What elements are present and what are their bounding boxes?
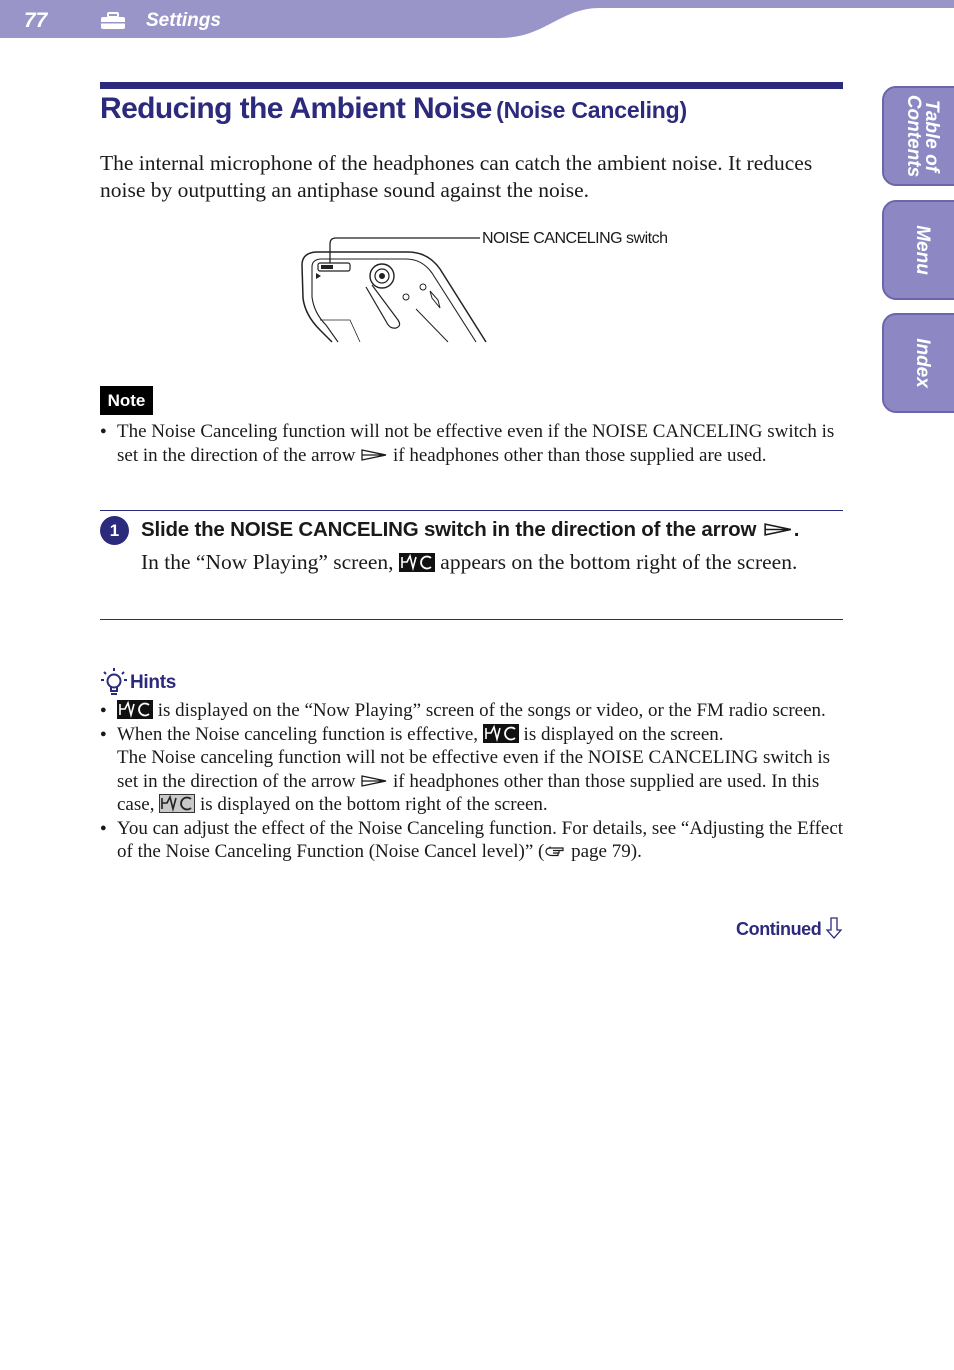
page-title bbox=[100, 92, 687, 126]
hint-item bbox=[100, 723, 845, 817]
step-title-text: Slide the NOISE CANCELING switch in the direction of the arrow bbox=[141, 518, 757, 541]
step-rule-bottom bbox=[100, 619, 843, 620]
tab-table-of-contents-label: Table of Contents bbox=[903, 94, 942, 178]
note-list bbox=[100, 420, 845, 467]
continued-label: Continued bbox=[736, 919, 822, 939]
tab-index-label: Index bbox=[912, 338, 933, 388]
step-body-text-2: appears on the bottom right of the screen. bbox=[440, 550, 798, 574]
hint-item bbox=[100, 699, 845, 723]
tab-table-of-contents[interactable] bbox=[882, 86, 954, 186]
hint-2-text-2: is displayed on the screen. bbox=[523, 723, 724, 745]
title-rule bbox=[100, 82, 843, 89]
step-title bbox=[141, 518, 799, 542]
note-text-2: if headphones other than those supplied are used. bbox=[392, 444, 767, 466]
hint-2-text-3: The Noise canceling function will not be effective even if the NOISE CANCELING switch is set in the direction of the arrow bbox=[117, 747, 831, 792]
noise-canceling-icon bbox=[117, 700, 153, 719]
tab-index[interactable] bbox=[882, 313, 954, 413]
section-title: Settings bbox=[146, 10, 221, 31]
step-body-text-1: In the “Now Playing” screen, bbox=[141, 550, 394, 574]
noise-canceling-switch-label: NOISE CANCELING switch bbox=[482, 230, 668, 247]
hint-2-text-4: if headphones other than those supplied are used. In this case, bbox=[117, 770, 820, 815]
hint-1-text: is displayed on the “Now Playing” screen of the songs or video, or the FM radio screen. bbox=[157, 700, 826, 721]
toolbox-icon bbox=[100, 12, 126, 30]
tab-menu-label: Menu bbox=[912, 225, 933, 275]
step-rule-top bbox=[100, 510, 843, 511]
noise-canceling-icon bbox=[399, 553, 435, 572]
page-title-sub: (Noise Canceling) bbox=[496, 97, 687, 123]
hint-3-text-2: ). bbox=[630, 841, 642, 862]
lightbulb-icon bbox=[100, 666, 128, 696]
hint-2-text-1: When the Noise canceling function is effective, bbox=[117, 723, 479, 745]
page-title-main: Reducing the Ambient Noise bbox=[100, 92, 492, 125]
page-reference-link[interactable]: page 79 bbox=[571, 841, 631, 862]
noise-canceling-off-icon bbox=[159, 794, 195, 813]
arrow-down-icon bbox=[826, 917, 842, 939]
hint-2-text-5: is displayed on the bottom right of the screen. bbox=[199, 794, 548, 815]
arrow-icon bbox=[762, 522, 794, 537]
tab-menu[interactable] bbox=[882, 200, 954, 300]
step-title-period: . bbox=[793, 518, 800, 541]
note-badge: Note bbox=[100, 386, 153, 415]
noise-canceling-icon bbox=[483, 724, 519, 743]
continued-link[interactable] bbox=[736, 917, 842, 940]
header-band bbox=[0, 0, 954, 40]
page-reference-icon bbox=[544, 844, 566, 859]
hints-heading: Hints bbox=[130, 672, 177, 693]
step-number-badge: 1 bbox=[100, 516, 129, 545]
note-item bbox=[100, 420, 845, 467]
arrow-icon bbox=[360, 774, 388, 788]
arrow-icon bbox=[360, 448, 388, 462]
hint-item bbox=[100, 817, 845, 864]
hint-3-text-1: You can adjust the effect of the Noise Canceling function. For details, see “Adjusting the Effect of the Noise Canceling Function (Noise Cancel level)” ( bbox=[117, 817, 844, 862]
intro-paragraph: The internal microphone of the headphones can catch the ambient noise. It reduces noise by outputting an antiphase sound against the noise. bbox=[100, 151, 813, 202]
step-body bbox=[141, 548, 831, 576]
page-number: 77 bbox=[24, 9, 48, 32]
hints-list bbox=[100, 699, 845, 864]
note-text-1: The Noise Canceling function will not be effective even if the NOISE CANCELING switch is set in the direction of the arrow bbox=[117, 421, 835, 466]
page-header bbox=[0, 0, 954, 40]
